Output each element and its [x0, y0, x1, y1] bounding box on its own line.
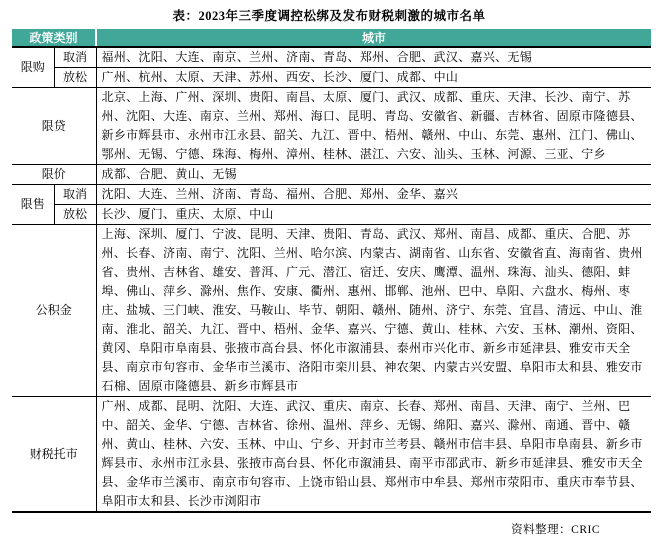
header-row	[12, 29, 651, 47]
cities-cell: 沈阳、大连、兰州、济南、青岛、福州、合肥、郑州、金华、嘉兴	[96, 185, 651, 205]
policy-subtype-cell: 取消	[54, 47, 96, 68]
cities-cell: 上海、深圳、厦门、宁波、昆明、天津、贵阳、青岛、武汉、郑州、南昌、成都、重庆、合肥、苏州、长春、济南、南宁、沈阳、兰州、哈尔滨、内蒙古、湖南省、山东省、安徽省直、海南省、贵州省、贵州、吉林省、雄安、普洱、广元、潜江、宿迁、安庆、鹰潭、温州、珠海、汕头、德阳、蚌埠、佛山、萍乡、滁州、焦作、安康、衢州、惠州、邯郸、池州、巴中、阜阳、六盘水、梅州、枣庄、盐城、三门峡、淮安、马鞍山、毕节、朝阳、赣州、随州、济宁、东莞、宜昌、清远、中山、淮南、淮北、韶关、九江、晋中、梧州、金华、嘉兴、宁德、黄山、桂林、六安、玉林、潮州、资阳、黄冈、阜阳市阜南县、张掖市高台县、怀化市溆浦县、泰州市兴化市、新乡市延津县、雅安市天全县、南京市句容市、金华市兰溪市、洛阳市栾川县、神农架、内蒙古兴安盟、阜阳市太和县、雅安市石棉、固原市隆德县、新乡市辉县市	[96, 225, 651, 397]
policy-city-table	[12, 29, 651, 513]
table-row	[12, 47, 651, 68]
policy-category-cell: 财税托市	[12, 397, 96, 513]
table-row	[12, 205, 651, 225]
source-credit: 资料整理：CRIC	[511, 524, 600, 536]
table-title: 表：2023年三季度调控松绑及发布财税刺激的城市名单	[172, 9, 486, 23]
table-row	[12, 68, 651, 88]
cities-cell: 福州、沈阳、大连、南京、兰州、济南、青岛、郑州、合肥、武汉、嘉兴、无锡	[96, 47, 651, 68]
table-row	[12, 185, 651, 205]
cities-cell: 长沙、厦门、重庆、太原、中山	[96, 205, 651, 225]
header-cell-city: 城市	[96, 29, 651, 47]
header-cell-policy-category: 政策类别	[12, 29, 96, 47]
cities-cell: 北京、上海、广州、深圳、贵阳、南昌、太原、厦门、武汉、成都、重庆、天津、长沙、南宁、苏州、沈阳、大连、南京、兰州、郑州、海口、昆明、青岛、安徽省、新疆、吉林省、固原市隆德县、新乡市辉县市、永州市江永县、韶关、九江、晋中、梧州、赣州、中山、东莞、惠州、江门、佛山、鄂州、无锡、宁德、珠海、梅州、漳州、桂林、湛江、六安、汕头、玉林、河源、三亚、宁乡	[96, 88, 651, 165]
policy-category-cell: 限售	[12, 185, 54, 225]
cities-cell: 成都、合肥、黄山、无锡	[96, 165, 651, 185]
policy-category-cell: 限贷	[12, 88, 96, 165]
policy-category-cell: 限购	[12, 47, 54, 88]
table-row	[12, 165, 651, 185]
table-row	[12, 397, 651, 513]
policy-category-cell: 公积金	[12, 225, 96, 397]
policy-subtype-cell: 放松	[54, 205, 96, 225]
table-row	[12, 225, 651, 397]
table-row	[12, 88, 651, 165]
policy-subtype-cell: 取消	[54, 185, 96, 205]
policy-subtype-cell: 放松	[54, 68, 96, 88]
policy-category-cell: 限价	[12, 165, 96, 185]
cities-cell: 广州、成都、昆明、沈阳、大连、武汉、重庆、南京、长春、郑州、南昌、天津、南宁、兰州、巴中、韶关、金华、宁德、吉林省、徐州、温州、萍乡、无锡、绵阳、嘉兴、滁州、南通、晋中、赣州、黄山、桂林、六安、玉林、中山、宁乡、开封市兰考县、赣州市信丰县、阜阳市阜南县、新乡市辉县市、永州市江永县、张掖市高台县、怀化市溆浦县、南平市邵武市、新乡市延津县、雅安市天全县、金华市兰溪市、南京市句容市、上饶市铅山县、郑州市中牟县、郑州市荥阳市、重庆市奉节县、阜阳市太和县、长沙市浏阳市	[96, 397, 651, 513]
cities-cell: 广州、杭州、太原、天津、苏州、西安、长沙、厦门、成都、中山	[96, 68, 651, 88]
